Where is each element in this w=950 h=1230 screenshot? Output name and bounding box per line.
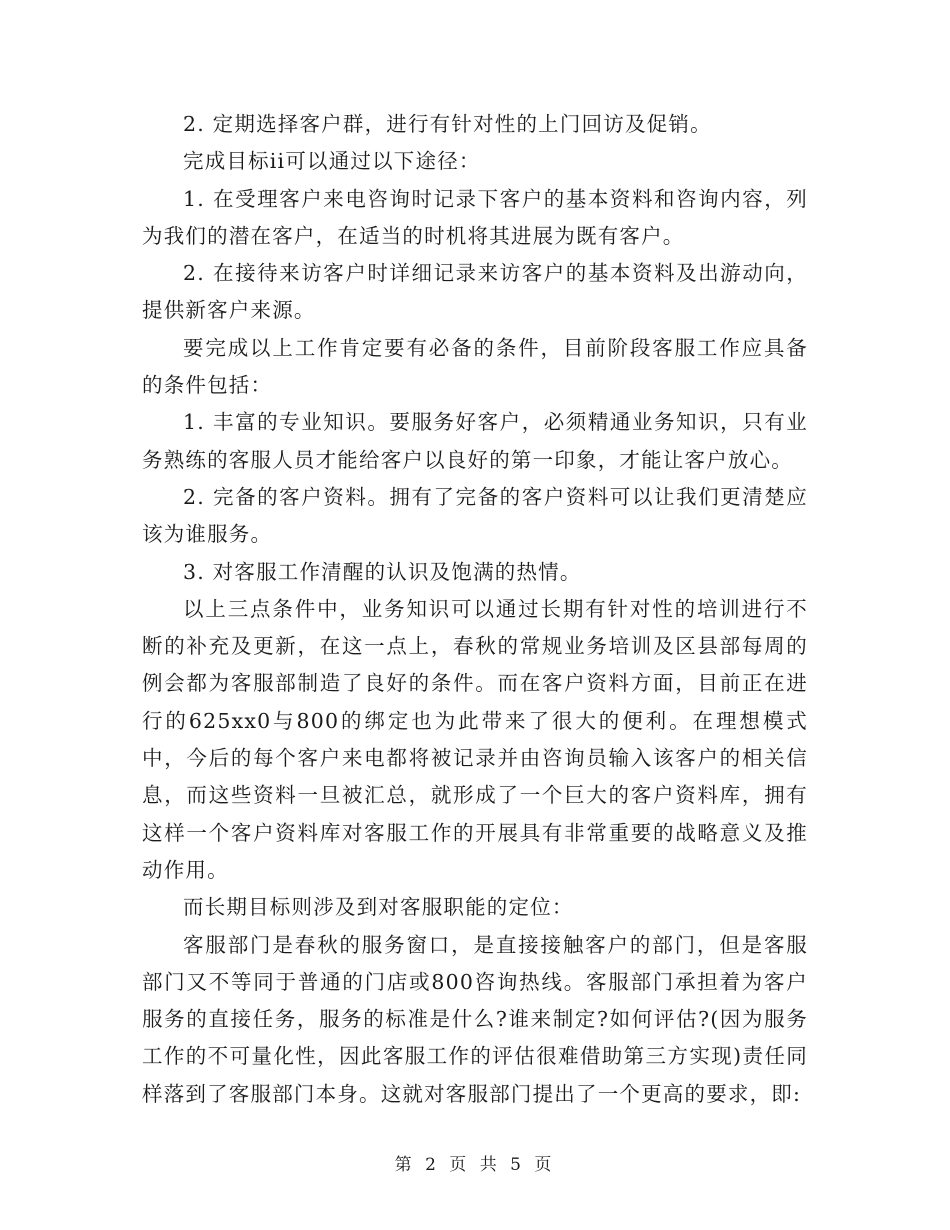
paragraph: 2. 在接待来访客户时详细记录来访客户的基本资料及出游动向，提供新客户来源。: [142, 261, 808, 323]
paragraph: 2. 定期选择客户群，进行有针对性的上门回访及促销。: [183, 112, 712, 136]
page-number-footer: 第 2 页 共 5 页: [394, 1155, 556, 1175]
paragraph: 完成目标ii可以通过以下途径：: [183, 149, 481, 174]
paragraph: 2. 完备的客户资料。拥有了完备的客户资料可以让我们更清楚应该为谁服务。: [142, 484, 808, 547]
paragraph: 要完成以上工作肯定要有必备的条件，目前阶段客服工作应具备的条件包括：: [142, 335, 808, 398]
paragraph: 客服部门是春秋的服务窗口，是直接接触客户的部门，但是客服部门又不等同于普通的门店或800咨询热线。客服部门承担着为客户服务的直接任务，服务的标准是什么?谁来制定?如何评估?(因为服务工作的不可量化性，因此客服工作的评估很难借助第三方实现)责任同样落到了客服部门本身。这就对客服部门提出了一个更高的要求，即:: [142, 932, 808, 1106]
paragraph: 而长期目标则涉及到对客服职能的定位：: [183, 895, 574, 920]
paragraph: 3. 对客服工作清醒的认识及饱满的热情。: [183, 559, 582, 584]
paragraph: 以上三点条件中，业务知识可以通过长期有针对性的培训进行不断的补充及更新，在这一点上，春秋的常规业务培训及区县部每周的例会都为客服部制造了良好的条件。而在客户资料方面，目前正在进行的625xx0与800的绑定也为此带来了很大的便利。在理想模式中，今后的每个客户来电都将被记录并由咨询员输入该客户的相关信息，而这些资料一旦被汇总，就形成了一个巨大的客户资料库，拥有这样一个客户资料库对客服工作的开展具有非常重要的战略意义及推动作用。: [142, 596, 808, 882]
document-body: [142, 106, 808, 1113]
paragraph: 1. 在受理客户来电咨询时记录下客户的基本资料和咨询内容，列为我们的潜在客户，在适当的时机将其进展为既有客户。: [142, 186, 808, 248]
paragraph: 1. 丰富的专业知识。要服务好客户，必须精通业务知识，只有业务熟练的客服人员才能给客户以良好的第一印象，才能让客户放心。: [142, 410, 808, 472]
